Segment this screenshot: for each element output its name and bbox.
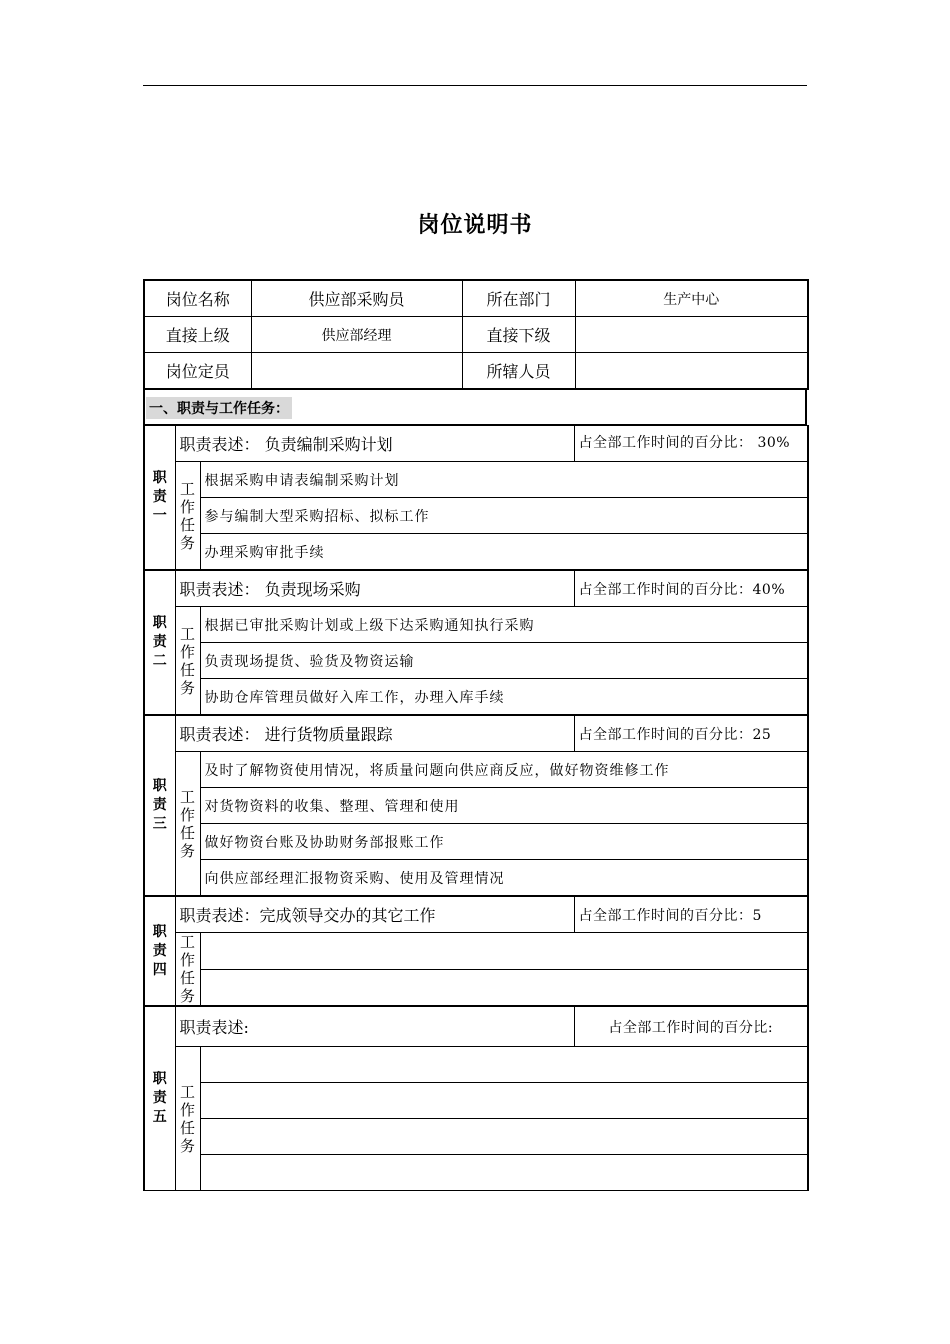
task-item: 做好物资台账及协助财务部报账工作 (200, 824, 808, 860)
position-label: 岗位名称 (144, 280, 251, 317)
position-value: 供应部采购员 (251, 280, 462, 317)
task-label: 工 作 任 务 (175, 752, 200, 896)
duties-container (143, 425, 807, 1191)
task-item: 向供应部经理汇报物资采购、使用及管理情况 (200, 860, 808, 896)
task-item: 负责现场提货、验货及物资运输 (200, 643, 808, 679)
task-item: 对货物资料的收集、整理、管理和使用 (200, 788, 808, 824)
task-item (200, 1047, 808, 1083)
duty-label: 职 责 四 (144, 897, 175, 1006)
headcount-label: 岗位定员 (144, 353, 251, 390)
duty-block (143, 570, 809, 715)
job-description-sheet (143, 279, 807, 1191)
subordinate-label: 直接下级 (462, 317, 575, 353)
duty-description: 职责表述： 进行货物质量跟踪 (175, 716, 574, 752)
dept-value: 生产中心 (575, 280, 808, 317)
task-item (200, 969, 808, 1006)
document-title: 岗位说明书 (417, 213, 533, 238)
headcount-value (251, 353, 462, 390)
duty-description: 职责表述： 负责现场采购 (175, 571, 574, 607)
duty-percentage: 占全部工作时间的百分比： 30% (574, 426, 808, 462)
duty-description: 职责表述： 负责编制采购计划 (175, 426, 574, 462)
task-label: 工 作 任 务 (175, 933, 200, 1006)
duty-label: 职 责 三 (144, 716, 175, 896)
task-item: 协助仓库管理员做好入库工作，办理入库手续 (200, 679, 808, 715)
duty-block (143, 1006, 809, 1191)
task-item: 及时了解物资使用情况，将质量问题向供应商反应，做好物资维修工作 (200, 752, 808, 788)
managed-label: 所辖人员 (462, 353, 575, 390)
task-item (200, 1119, 808, 1155)
duty-description: 职责表述: (175, 1007, 574, 1047)
task-label: 工 作 任 务 (175, 462, 200, 570)
duty-description: 职责表述：完成领导交办的其它工作 (175, 897, 574, 933)
task-item (200, 1155, 808, 1191)
subordinate-value (575, 317, 808, 353)
task-item (200, 933, 808, 970)
duty-block (143, 425, 809, 570)
duty-percentage: 占全部工作时间的百分比：40% (574, 571, 808, 607)
duty-percentage: 占全部工作时间的百分比：5 (574, 897, 808, 933)
task-item: 根据已审批采购计划或上级下达采购通知执行采购 (200, 607, 808, 643)
superior-value: 供应部经理 (251, 317, 462, 353)
task-item: 办理采购审批手续 (200, 534, 808, 570)
duty-label: 职 责 五 (144, 1007, 175, 1191)
duty-label: 职 责 二 (144, 571, 175, 715)
dept-label: 所在部门 (462, 280, 575, 317)
superior-label: 直接上级 (144, 317, 251, 353)
duty-block (143, 715, 809, 896)
task-item (200, 1083, 808, 1119)
duty-label: 职 责 一 (144, 426, 175, 570)
duty-percentage: 占全部工作时间的百分比: (574, 1007, 808, 1047)
task-item: 根据采购申请表编制采购计划 (200, 462, 808, 498)
header-rule (143, 85, 807, 86)
managed-value (575, 353, 808, 390)
task-item: 参与编制大型采购招标、拟标工作 (200, 498, 808, 534)
duty-block (143, 896, 809, 1006)
section-title: 一、职责与工作任务： (146, 397, 292, 419)
task-label: 工 作 任 务 (175, 1047, 200, 1191)
task-label: 工 作 任 务 (175, 607, 200, 715)
duty-percentage: 占全部工作时间的百分比：25 (574, 716, 808, 752)
basic-info-table (143, 279, 809, 390)
